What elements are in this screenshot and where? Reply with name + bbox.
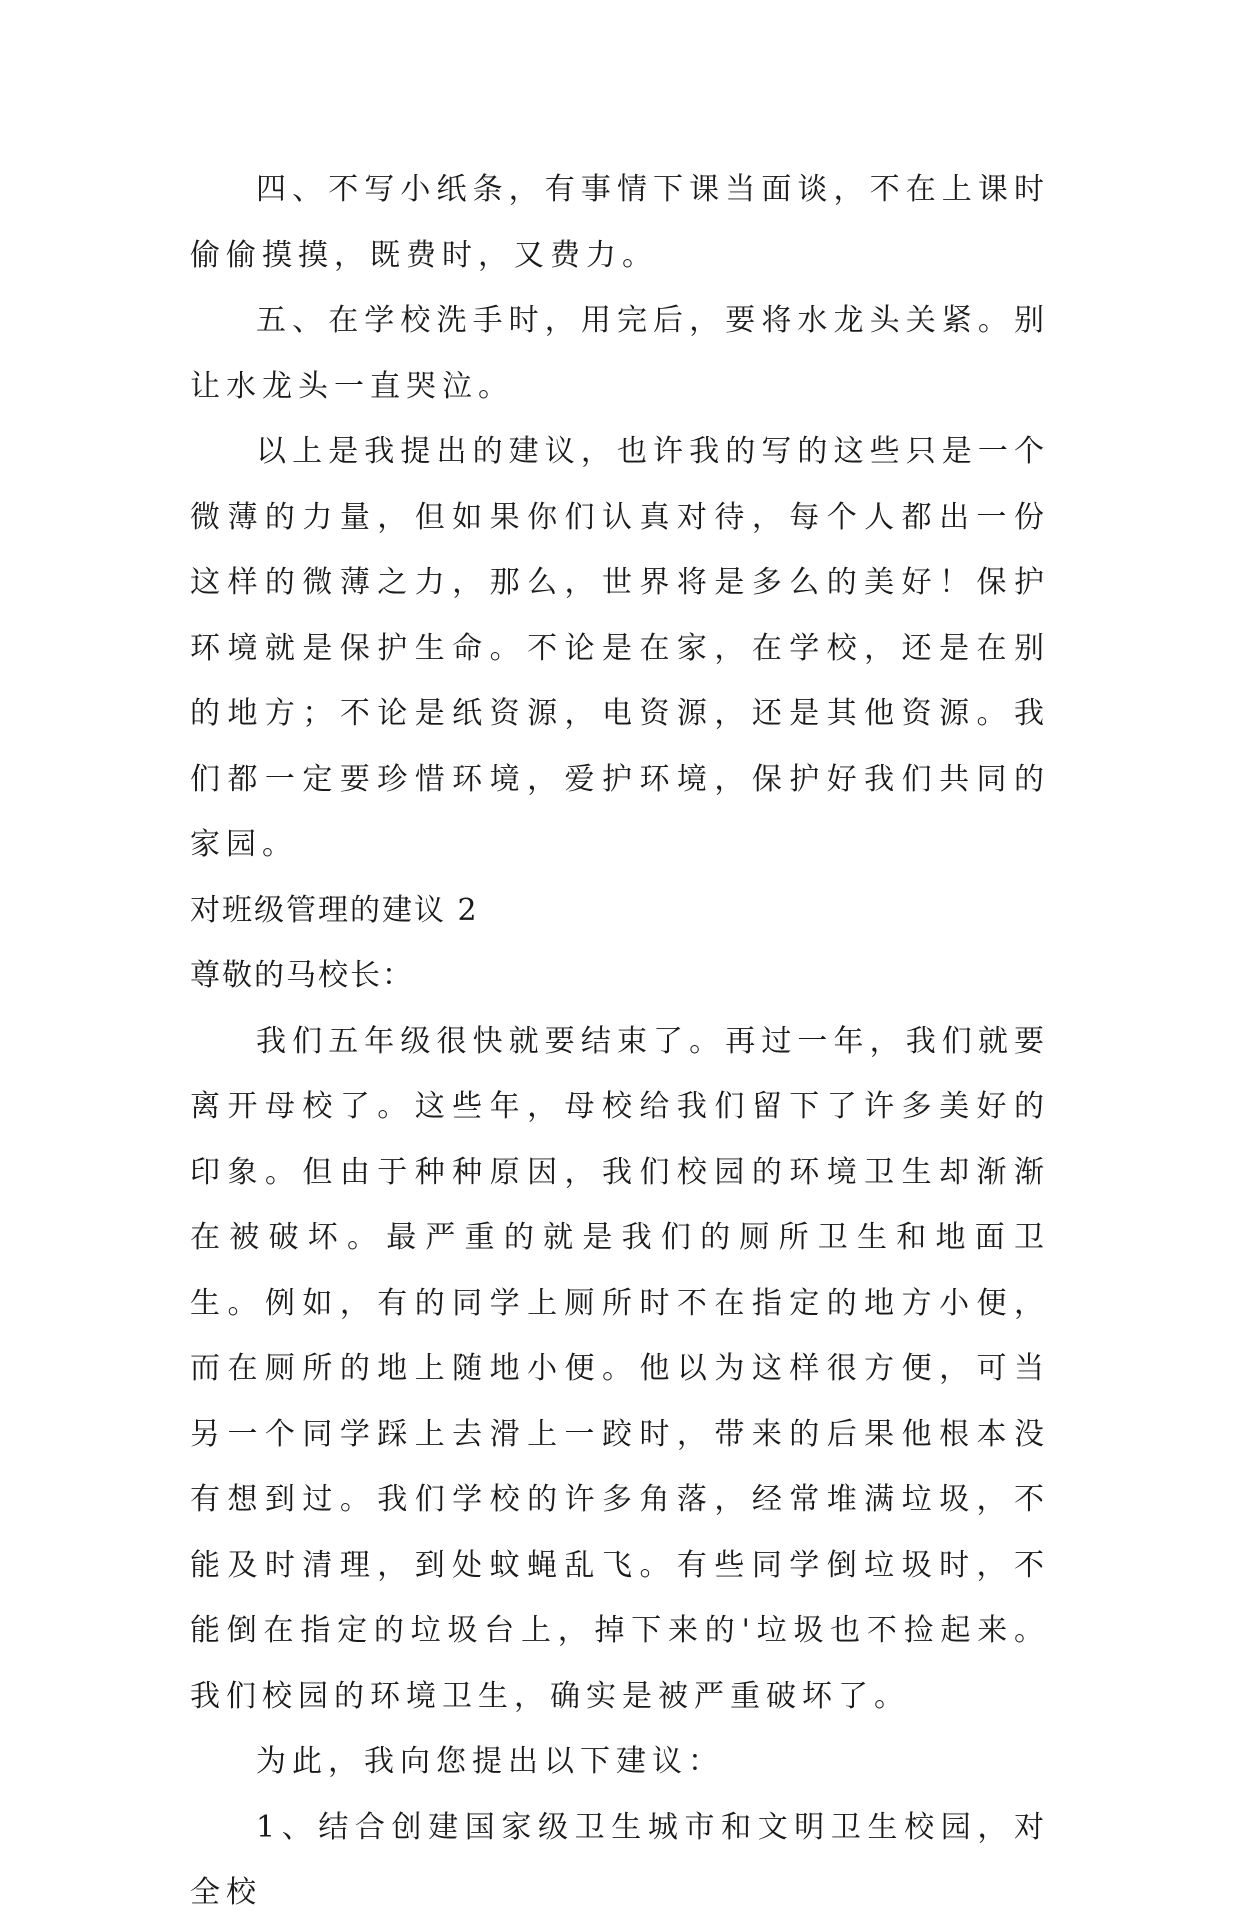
- paragraph-item-five: 五、在学校洗手时，用完后，要将水龙头关紧。别让水龙头一直哭泣。: [190, 303, 1050, 404]
- paragraph-body: 我们五年级很快就要结束了。再过一年，我们就要离开母校了。这些年，母校给我们留下了许多美好的印象。但由于种种原因，我们校园的环境卫生却渐渐在被破坏。最严重的就是我们的厕所卫生和地面卫生。例如，有的同学上厕所时不在指定的地方小便，而在厕所的地上随地小便。他以为这样很方便，可当另一个同学踩上去滑上一跤时，带来的后果他根本没有想到过。我们学校的许多角落，经常堆满垃圾，不能及时清理，到处蚊蝇乱飞。有些同学倒垃圾时，不能倒在指定的垃圾台上，掉下来的'垃圾也不捡起来。我们校园的环境卫生，确实是被严重破坏了。: [190, 1023, 1050, 1714]
- paragraph-suggestion-one: 1、结合创建国家级卫生城市和文明卫生校园，对全校: [190, 1809, 1050, 1910]
- section-heading: 对班级管理的建议 2: [190, 892, 479, 928]
- letter-salutation: 尊敬的马校长：: [190, 958, 414, 993]
- paragraph-conclusion: 以上是我提出的建议，也许我的写的这些只是一个微薄的力量，但如果你们认真对待，每个人都出一份这样的微薄之力，那么，世界将是多么的美好！保护环境就是保护生命。不论是在家，在学校，还是在别的地方；不论是纸资源，电资源，还是其他资源。我们都一定要珍惜环境，爱护环境，保护好我们共同的家园。: [190, 434, 1050, 862]
- paragraph-suggestions-intro: 为此，我向您提出以下建议：: [256, 1744, 724, 1779]
- document-page: [190, 157, 1050, 1926]
- paragraph-item-four: 四、不写小纸条，有事情下课当面谈，不在上课时偷偷摸摸，既费时，又费力。: [190, 172, 1050, 273]
